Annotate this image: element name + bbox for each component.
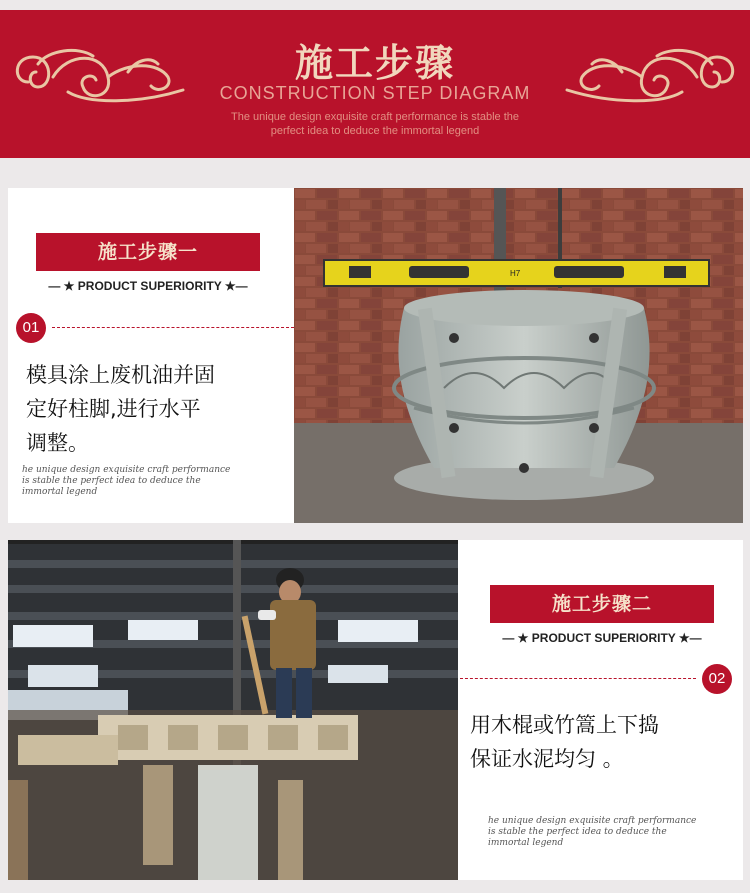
step-description-1-line2: 定好柱脚,进行水平 [26,397,201,421]
step-number-row-1 [16,313,294,343]
step-description-2 [470,708,730,776]
photo-mold-column-base [294,188,743,523]
script-caption-2-line1: he unique design exquisite craft performance [488,816,697,826]
header-subtitle [175,110,575,138]
script-caption-1-line3: immortal legend [22,487,98,497]
step-title-2: 施工步骤二 [490,585,714,623]
step-number-row-2 [460,664,738,694]
step-card-2 [8,540,743,880]
script-caption-2 [488,816,738,849]
step-description-1 [26,358,286,460]
dashed-divider-2 [460,678,696,679]
photo-worker-tamping [8,540,458,880]
product-superiority-label-2: — ★ PRODUCT SUPERIORITY ★— [502,631,702,645]
step-description-1-line3: 调整。 [26,431,89,455]
step-description-2-line1: 用木棍或竹篙上下捣 [470,713,659,737]
script-caption-2-line2: is stable the perfect idea to deduce the [488,827,667,837]
step-number-badge-2: 02 [702,664,732,694]
step-card-1 [8,188,743,523]
step-description-1-line1: 模具涂上废机油并固 [26,363,215,387]
dashed-divider-1 [52,327,294,328]
header-banner [0,10,750,158]
page-title-english: CONSTRUCTION STEP DIAGRAM [219,83,531,103]
header-subtitle-line2: perfect idea to deduce the immortal legend [270,125,480,137]
header-subtitle-line1: The unique design exquisite craft performance is stable the [231,111,519,123]
script-caption-1 [22,465,282,498]
page-title: 施工步骤 [294,40,455,85]
mold-photo-illustration [294,188,743,523]
script-caption-2-line3: immortal legend [488,838,564,848]
step-title-1: 施工步骤一 [36,233,260,271]
worker-photo-illustration [8,540,458,880]
product-superiority-label-1: — ★ PRODUCT SUPERIORITY ★— [48,279,248,293]
spirit-level-label: H7 [510,269,521,278]
script-caption-1-line1: he unique design exquisite craft performance [22,465,231,475]
script-caption-1-line2: is stable the perfect idea to deduce the [22,476,201,486]
step-number-badge-1: 01 [16,313,46,343]
step-description-2-line2: 保证水泥均匀 。 [470,747,624,771]
